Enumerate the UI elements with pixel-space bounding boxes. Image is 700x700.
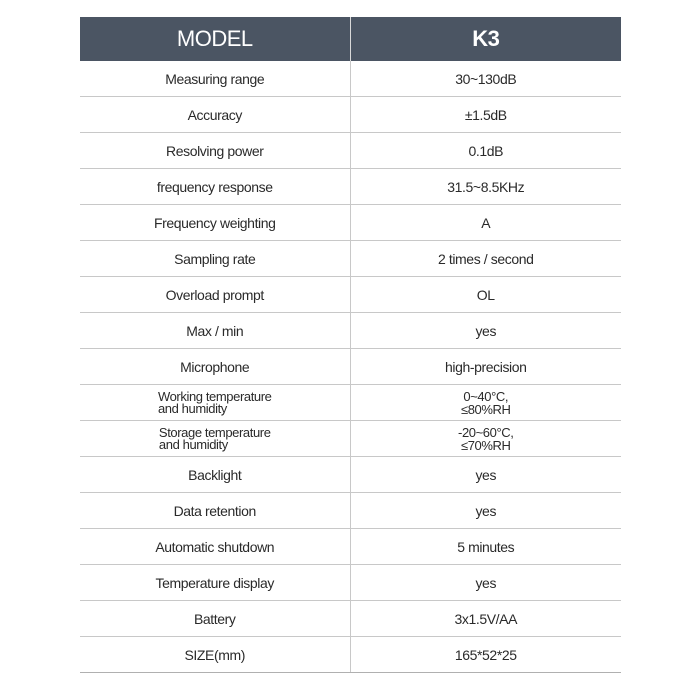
param-cell — [80, 637, 350, 673]
param-label: Resolving power — [166, 142, 264, 159]
spec-table-body — [80, 61, 621, 673]
table-row — [80, 133, 621, 169]
table-row — [80, 349, 621, 385]
table-row — [80, 565, 621, 601]
spec-value: 3x1.5V/AA — [454, 610, 518, 627]
spec-value: -20~60°C, ≤70%RH — [458, 424, 514, 453]
value-cell — [350, 241, 621, 277]
table-row — [80, 97, 621, 133]
table-row — [80, 205, 621, 241]
table-row — [80, 457, 621, 493]
table-row — [80, 637, 621, 673]
spec-value: yes — [475, 466, 497, 483]
table-row — [80, 493, 621, 529]
value-cell — [350, 637, 621, 673]
table-row — [80, 277, 621, 313]
spec-value: A — [481, 214, 491, 231]
param-label: Sampling rate — [174, 250, 256, 267]
spec-value: 2 times / second — [437, 250, 534, 267]
spec-value: 0~40°C, ≤80%RH — [460, 388, 511, 417]
spec-value: 30~130dB — [455, 70, 517, 87]
value-cell — [350, 313, 621, 349]
param-cell — [80, 493, 350, 529]
model-value: K3 — [350, 17, 621, 61]
table-row — [80, 241, 621, 277]
param-cell — [80, 313, 350, 349]
param-label: Data retention — [173, 502, 256, 519]
param-cell — [80, 601, 350, 637]
param-label: Backlight — [188, 466, 242, 483]
spec-value: 0.1dB — [468, 142, 504, 159]
spec-value: 31.5~8.5KHz — [447, 178, 525, 195]
spec-value: ±1.5dB — [464, 106, 507, 123]
table-row — [80, 313, 621, 349]
value-cell — [350, 421, 621, 457]
table-row — [80, 529, 621, 565]
param-cell — [80, 565, 350, 601]
value-cell — [350, 169, 621, 205]
value-cell — [350, 493, 621, 529]
param-label: Accuracy — [187, 106, 242, 123]
value-cell — [350, 133, 621, 169]
spec-value: yes — [475, 322, 497, 339]
value-cell — [350, 205, 621, 241]
param-cell — [80, 169, 350, 205]
param-label: Microphone — [180, 358, 250, 375]
param-label: Working temperature and humidity — [157, 388, 272, 416]
param-cell — [80, 421, 350, 457]
value-cell — [350, 349, 621, 385]
param-label: Temperature display — [155, 574, 274, 591]
spec-value: yes — [475, 502, 497, 519]
param-cell — [80, 529, 350, 565]
table-row — [80, 61, 621, 97]
spec-value: OL — [476, 286, 495, 303]
param-label: Max / min — [186, 322, 244, 339]
value-cell — [350, 565, 621, 601]
param-label: Battery — [193, 610, 236, 627]
spec-table-header — [80, 17, 621, 61]
param-label: Automatic shutdown — [155, 538, 275, 555]
value-cell — [350, 457, 621, 493]
param-cell — [80, 133, 350, 169]
param-cell — [80, 241, 350, 277]
param-cell — [80, 277, 350, 313]
value-cell — [350, 61, 621, 97]
spec-value: high-precision — [444, 358, 527, 375]
table-row — [80, 385, 621, 421]
param-label: frequency response — [156, 178, 273, 195]
value-cell — [350, 601, 621, 637]
param-label: Frequency weighting — [153, 214, 276, 231]
param-cell — [80, 385, 350, 421]
param-cell — [80, 97, 350, 133]
param-cell — [80, 61, 350, 97]
value-cell — [350, 97, 621, 133]
value-cell — [350, 529, 621, 565]
model-label: MODEL — [80, 17, 350, 61]
spec-table — [80, 17, 621, 673]
table-row — [80, 169, 621, 205]
param-label: SIZE(mm) — [184, 646, 246, 663]
value-cell — [350, 277, 621, 313]
param-cell — [80, 457, 350, 493]
table-row — [80, 601, 621, 637]
value-cell — [350, 385, 621, 421]
spec-value: yes — [475, 574, 497, 591]
spec-value: 5 minutes — [457, 538, 515, 555]
param-cell — [80, 349, 350, 385]
table-row — [80, 421, 621, 457]
spec-value: 165*52*25 — [454, 646, 517, 663]
param-label: Measuring range — [165, 70, 265, 87]
param-label: Overload prompt — [165, 286, 264, 303]
header-row — [80, 17, 621, 61]
param-label: Storage temperature and humidity — [158, 424, 271, 452]
param-cell — [80, 205, 350, 241]
